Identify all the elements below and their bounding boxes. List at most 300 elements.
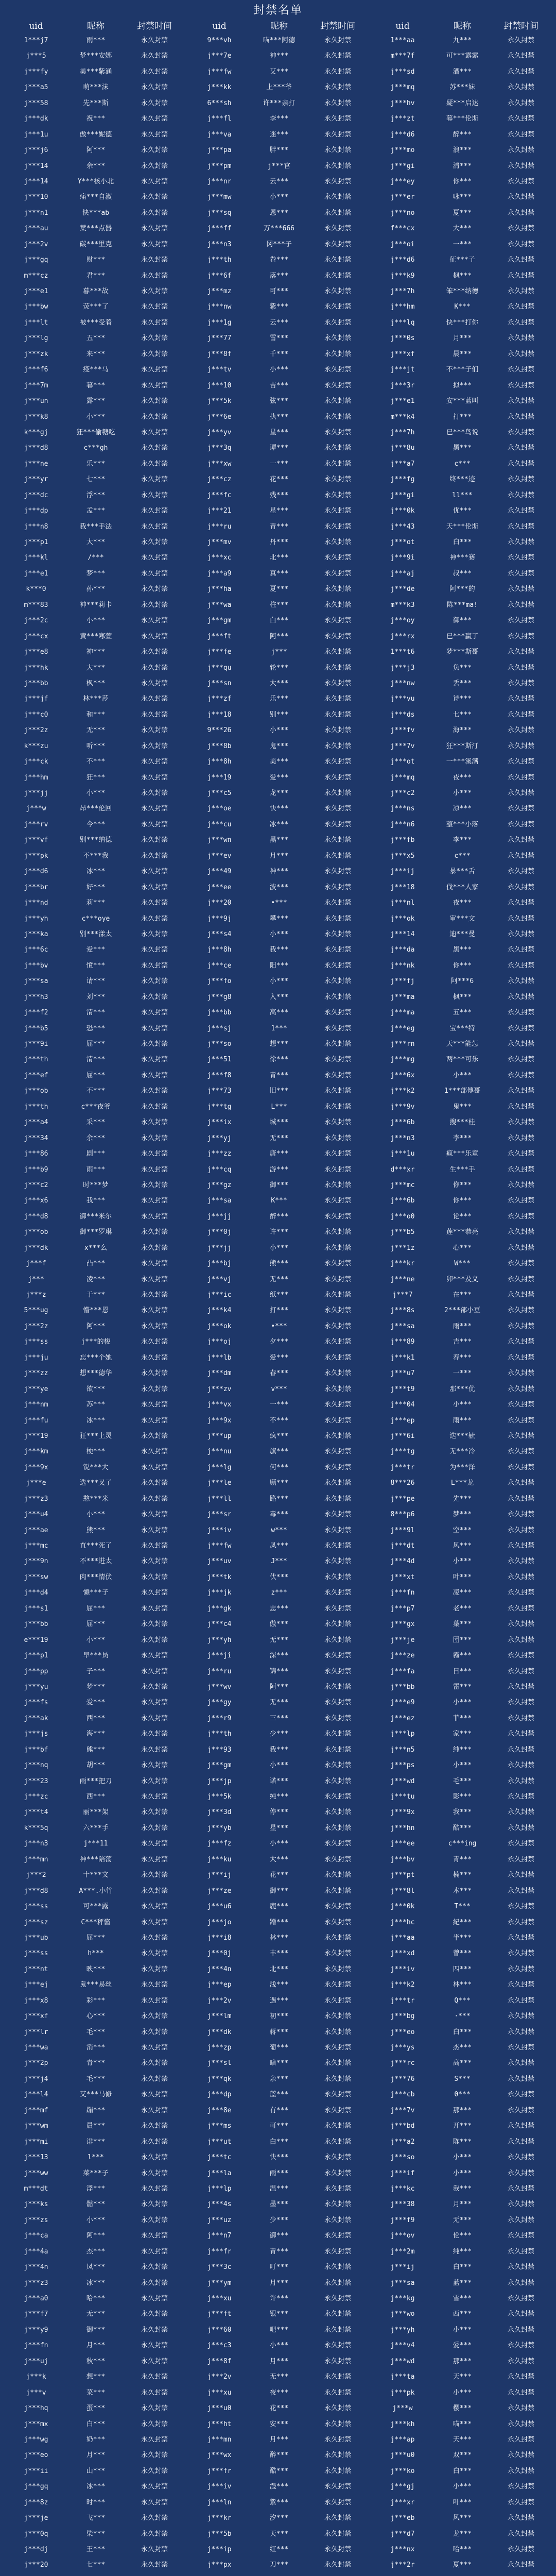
ban-time-cell: 永久封禁 [141, 2279, 168, 2287]
nickname-cell: 醉*** [269, 2451, 289, 2460]
uid-cell: j***7e [207, 52, 232, 60]
ban-time-cell: 永久封禁 [324, 601, 351, 609]
uid-cell: j***ck [24, 758, 48, 766]
uid-cell [187, 2573, 251, 2576]
uid-cell: j***x5 [390, 852, 415, 860]
uid-cell: j***nw [390, 679, 415, 687]
uid-cell: j***34 [24, 1134, 48, 1142]
nickname-cell: 御*** [269, 1181, 289, 1189]
uid-cell: j***k8 [24, 413, 48, 421]
table-row [371, 2385, 552, 2401]
ban-time-cell: 永久封禁 [324, 1589, 351, 1597]
uid-cell: j***ic [207, 1291, 232, 1299]
table-row [371, 786, 552, 801]
ban-time-cell: 永久封禁 [324, 2138, 351, 2146]
nickname-cell: 吉*** [453, 1338, 472, 1346]
uid-cell: j***gq [24, 2483, 48, 2491]
table-row [4, 1601, 185, 1617]
nickname-cell: 剧*** [86, 1150, 106, 1158]
ban-time-cell: 永久封禁 [324, 2357, 351, 2365]
ban-time-cell: 永久封禁 [324, 1871, 351, 1879]
uid-cell: j***zz [207, 1150, 232, 1158]
ban-time-cell: 永久封禁 [141, 2326, 168, 2334]
uid-cell: j***bb [390, 1683, 415, 1691]
table-row [371, 174, 552, 190]
uid-cell: j***so [390, 2154, 415, 2162]
table-row [187, 1083, 369, 1099]
nickname-cell: 无*** [453, 2216, 472, 2224]
uid-cell: j***0j [207, 1228, 232, 1236]
ban-time-cell: 永久封禁 [507, 2295, 534, 2302]
nickname-cell: 迷*** [269, 130, 289, 139]
table-row [371, 1476, 552, 1491]
nickname-cell: •*** [271, 1322, 287, 1330]
uid-cell: j***ok [390, 914, 415, 923]
ban-time-cell: 永久封禁 [324, 2373, 351, 2381]
ban-time-cell: 永久封禁 [507, 209, 534, 217]
uid-cell: j***up [207, 1432, 232, 1440]
uid-cell: j***n1 [24, 209, 48, 217]
table-row [4, 2323, 185, 2338]
nickname-cell: 小*** [269, 193, 289, 201]
ban-time-cell: 永久封禁 [324, 617, 351, 625]
table-row [4, 80, 185, 95]
uid-cell: j***xu [207, 2388, 232, 2397]
table-row [4, 2495, 185, 2511]
table-row [371, 1037, 552, 1052]
table-row [4, 1648, 185, 1664]
table-row [187, 1554, 369, 1569]
nickname-cell: 诗*** [453, 695, 472, 703]
table-row [371, 1899, 552, 1914]
uid-cell: j***ft [207, 632, 232, 640]
uid-cell: j***tr [390, 1463, 415, 1471]
nickname-cell: 1***部傳哥 [444, 1087, 481, 1095]
nickname-cell: 安*** [269, 2420, 289, 2428]
uid-cell: j***yv [207, 428, 232, 436]
nickname-cell: 优*** [453, 507, 472, 515]
table-row [187, 2134, 369, 2150]
ban-time-cell: 永久封禁 [141, 1103, 168, 1111]
ban-time-cell: 永久封禁 [324, 2059, 351, 2067]
table-row [4, 1821, 185, 1836]
table-row [371, 660, 552, 676]
table-row [4, 1633, 185, 1648]
nickname-cell: 我*** [453, 2184, 472, 2193]
table-row [4, 691, 185, 707]
ban-time-cell: 永久封禁 [324, 1228, 351, 1236]
nickname-cell: 墨*** [269, 2200, 289, 2209]
uid-cell: j***d4 [24, 1589, 48, 1597]
ban-time-cell: 永久封禁 [141, 2028, 168, 2036]
uid-cell: j***pe [390, 1495, 415, 1503]
nickname-cell: 温*** [269, 2184, 289, 2193]
uid-cell: j***vf [24, 836, 48, 844]
uid-cell: j***2z [24, 1322, 48, 1330]
uid-cell: j***hq [24, 2404, 48, 2413]
uid-cell: j***km [24, 1448, 48, 1456]
ban-time-cell: 永久封禁 [507, 914, 534, 923]
table-row [371, 849, 552, 864]
ban-time-cell: 永久封禁 [507, 2483, 534, 2491]
ban-time-cell: 永久封禁 [507, 1620, 534, 1629]
nickname-cell: 白*** [453, 538, 472, 546]
nickname-cell: 杰*** [453, 2044, 472, 2052]
uid-cell: j***gj [390, 2483, 415, 2491]
nickname-cell: 不***子们 [446, 366, 479, 374]
uid-cell: j***ka [24, 930, 48, 938]
ban-time-cell: 永久封禁 [141, 2169, 168, 2177]
table-row [4, 1241, 185, 1256]
uid-cell: j***ll [207, 1495, 232, 1503]
table-row [4, 1444, 185, 1460]
ban-time-cell: 永久封禁 [507, 1981, 534, 1989]
uid-cell: j***x6 [24, 1197, 48, 1205]
ban-time-cell: 永久封禁 [324, 99, 351, 107]
ban-time-cell: 永久封禁 [324, 303, 351, 311]
ban-time-cell: 永久封禁 [324, 413, 351, 421]
uid-cell: 9***26 [207, 726, 232, 735]
uid-cell: j***zf [207, 695, 232, 703]
uid-cell: k***0 [26, 585, 46, 594]
uid-header: uid [395, 21, 410, 31]
ban-time-cell: 永久封禁 [141, 507, 168, 515]
nickname-cell: 爱*** [86, 1699, 106, 1707]
uid-cell: j***u0 [390, 2451, 415, 2460]
ban-time-cell: 永久封禁 [507, 2263, 534, 2272]
table-row [187, 472, 369, 487]
ban-time-cell: 永久封禁 [324, 1557, 351, 1566]
ban-time-cell: 永久封禁 [324, 2154, 351, 2162]
uid-cell: f***cx [390, 225, 415, 233]
table-row [4, 519, 185, 535]
table-row [371, 1523, 552, 1538]
nickname-cell: 快***打你 [446, 318, 479, 327]
uid-cell: j***px [207, 2561, 232, 2569]
ban-time-cell: 永久封禁 [141, 1401, 168, 1409]
table-row [371, 96, 552, 111]
ban-time-cell: 永久封禁 [141, 256, 168, 264]
ban-time-cell: 永久封禁 [324, 2075, 351, 2083]
ban-time-cell: 永久封禁 [507, 1212, 534, 1221]
table-row [187, 2354, 369, 2369]
ban-time-cell: 永久封禁 [507, 2200, 534, 2209]
ban-time-cell: 永久封禁 [141, 585, 168, 594]
table-row [187, 2401, 369, 2416]
table-row [371, 1366, 552, 1381]
uid-cell: j***dj [24, 2546, 48, 2553]
nickname-cell: 酷*** [453, 1824, 472, 1832]
table-row [371, 1193, 552, 1209]
nickname-cell: 锦*** [269, 1667, 289, 1675]
nickname-cell: 梦***斯哥 [446, 648, 479, 656]
ban-time-cell: 永久封禁 [507, 272, 534, 280]
ban-time-cell: 永久封禁 [507, 1353, 534, 1362]
uid-cell: j***fa [390, 1667, 415, 1675]
ban-time-cell: 永久封禁 [507, 1024, 534, 1032]
ban-time-cell: 永久封禁 [324, 1291, 351, 1299]
ban-time-cell: 永久封禁 [324, 1463, 351, 1471]
table-row [371, 64, 552, 80]
table-row [371, 1585, 552, 1601]
uid-cell: j***7h [390, 287, 415, 295]
ban-time-cell: 永久封禁 [324, 2310, 351, 2318]
table-row [187, 1884, 369, 1899]
nickname-cell: 春*** [453, 1353, 472, 1362]
ban-time-cell: 永久封禁 [141, 1385, 168, 1393]
table-row [371, 707, 552, 723]
ban-time-cell: 永久封禁 [507, 1150, 534, 1158]
table-row [4, 2479, 185, 2495]
ban-time-cell: 永久封禁 [141, 2059, 168, 2067]
ban-time-cell: 永久封禁 [324, 1745, 351, 1754]
uid-cell: j***iv [207, 2483, 232, 2491]
nickname-cell: 天*** [453, 2373, 472, 2381]
table-row [4, 895, 185, 911]
table-row [371, 2291, 552, 2307]
ban-time-cell: 永久封禁 [507, 1965, 534, 1973]
nickname-cell: 傲***妮德 [79, 130, 112, 139]
nickname-cell: 恐*** [86, 1024, 106, 1032]
table-row [187, 1287, 369, 1303]
nickname-cell: 汐*** [269, 2514, 289, 2522]
table-row [187, 64, 369, 80]
uid-cell: j***j6 [24, 146, 48, 155]
table-row [371, 582, 552, 597]
ban-time-cell: 永久封禁 [324, 538, 351, 546]
ban-time-cell: 永久封禁 [324, 491, 351, 499]
uid-cell: j***ma [390, 993, 415, 1001]
table-row [4, 1946, 185, 1961]
nickname-cell: 醉*** [269, 1212, 289, 1221]
table-row [187, 1962, 369, 1977]
table-row [4, 1899, 185, 1914]
ban-time-cell: 永久封禁 [507, 1165, 534, 1174]
ban-time-cell: 永久封禁 [507, 491, 534, 499]
ban-time-cell: 永久封禁 [507, 2326, 534, 2334]
ban-time-cell: 永久封禁 [141, 1448, 168, 1456]
nickname-cell: 冰*** [86, 2279, 106, 2287]
uid-cell: j***ne [390, 1275, 415, 1283]
uid-cell: j***ff [207, 225, 232, 233]
table-row [371, 1805, 552, 1820]
nickname-cell: 想***德华 [79, 1369, 112, 1378]
table-row [187, 2056, 369, 2071]
table-row [4, 1005, 185, 1021]
uid-cell: j***ot [390, 758, 415, 766]
nickname-cell: 小*** [453, 2154, 472, 2162]
ban-time-cell [124, 2573, 185, 2576]
ban-time-cell: 永久封禁 [507, 1087, 534, 1095]
nickname-cell: 蓝*** [453, 2279, 472, 2287]
nickname-cell: 高*** [453, 2059, 472, 2067]
table-row [4, 550, 185, 566]
table-row [371, 111, 552, 127]
uid-cell: j***d8 [24, 1887, 48, 1895]
uid-cell: j***fj [390, 977, 415, 986]
uid-cell: j***t4 [24, 1808, 48, 1817]
nickname-cell: 大*** [86, 538, 106, 546]
ban-time-cell: 永久封禁 [141, 1244, 168, 1252]
uid-cell: j***yj [207, 1134, 232, 1142]
uid-cell: j***7 [392, 1291, 413, 1299]
nickname-cell: 于*** [86, 1291, 106, 1299]
ban-time-cell: 永久封禁 [507, 99, 534, 107]
ban-time-cell: 永久封禁 [507, 397, 534, 405]
uid-cell: j***fo [207, 977, 232, 986]
ban-time-cell: 永久封禁 [141, 1652, 168, 1660]
ban-list-block-2 [187, 20, 369, 2576]
ban-time-cell: 永久封禁 [507, 726, 534, 735]
nickname-cell: 屈*** [86, 1071, 106, 1079]
table-row [187, 786, 369, 801]
nickname-cell: 御*** [453, 617, 472, 625]
ban-time-cell: 永久封禁 [141, 1118, 168, 1127]
table-row [371, 2009, 552, 2024]
nickname-cell: 星*** [269, 1824, 289, 1832]
ban-time-cell: 永久封禁 [141, 1871, 168, 1879]
table-row [4, 96, 185, 111]
nickname-cell: 小*** [86, 789, 106, 797]
uid-cell: j***ft [207, 2310, 232, 2318]
ban-time-cell: 永久封禁 [507, 1009, 534, 1017]
ban-list-columns [4, 20, 552, 2576]
uid-cell: j***ps [390, 1761, 415, 1770]
ban-time-cell: 永久封禁 [507, 225, 534, 233]
table-row [371, 817, 552, 833]
nickname-cell: 先*** [453, 1495, 472, 1503]
table-row [187, 284, 369, 299]
nickname-cell: 无*** [86, 726, 106, 735]
uid-cell: j***3c [207, 2263, 232, 2272]
uid-cell: j***va [207, 130, 232, 139]
ban-time-cell: 永久封禁 [507, 805, 534, 813]
ban-time-cell: 永久封禁 [507, 1071, 534, 1079]
ban-time-cell: 永久封禁 [324, 1369, 351, 1378]
uid-cell: j***jj [207, 1244, 232, 1252]
uid-cell: j***kh [390, 2420, 415, 2428]
nickname-cell: 小*** [453, 2388, 472, 2397]
uid-cell: j***1u [24, 130, 48, 139]
nickname-cell: J*** [271, 1557, 287, 1566]
nickname-cell: 凤*** [86, 2263, 106, 2272]
uid-cell: j***z3 [24, 1495, 48, 1503]
nickname-cell: 小*** [86, 1511, 106, 1519]
nickname-cell: w*** [271, 1526, 287, 1534]
table-row [187, 2025, 369, 2040]
table-row [4, 1225, 185, 1240]
ban-time-cell: 永久封禁 [141, 1134, 168, 1142]
ban-time-cell: 永久封禁 [324, 695, 351, 703]
uid-cell: m***7f [390, 52, 415, 60]
ban-time-cell: 永久封禁 [141, 1589, 168, 1597]
nickname-cell: 小*** [86, 413, 106, 421]
table-row [187, 362, 369, 378]
table-row [187, 2276, 369, 2291]
uid-cell: j***9l [390, 1526, 415, 1534]
ban-time-cell: 永久封禁 [141, 1808, 168, 1817]
ban-time-cell: 永久封禁 [324, 2451, 351, 2460]
table-row [187, 1021, 369, 1037]
table-row [187, 33, 369, 48]
table-row [371, 2228, 552, 2244]
table-row [187, 2323, 369, 2338]
uid-cell: j***l4 [24, 2091, 48, 2099]
ban-time-cell: 永久封禁 [324, 460, 351, 468]
table-row [4, 1617, 185, 1632]
nickname-cell: 你*** [453, 961, 472, 970]
table-row [187, 1413, 369, 1429]
table-row [371, 1774, 552, 1789]
uid-cell: j***lg [24, 334, 48, 343]
nickname-cell: 月*** [453, 2200, 472, 2209]
nickname-cell: 鬼***易丝 [79, 1981, 112, 1989]
uid-cell: j***e1 [24, 287, 48, 295]
uid-cell: j***iv [207, 1526, 232, 1534]
uid-cell: m***83 [24, 601, 48, 609]
table-row [371, 1836, 552, 1852]
table-row [187, 1633, 369, 1648]
uid-cell: j***r9 [207, 1714, 232, 1722]
nickname-cell: x***么 [84, 1244, 108, 1252]
table-row [4, 1884, 185, 1899]
ban-time-cell: 永久封禁 [507, 1996, 534, 2005]
uid-cell: j***yr [24, 476, 48, 484]
table-row [187, 1789, 369, 1805]
ban-time-cell: 永久封禁 [141, 726, 168, 735]
table-row [4, 410, 185, 425]
nickname-cell: 伦*** [453, 2232, 472, 2240]
nickname-cell: 懵***恩 [83, 1307, 109, 1315]
table-row [4, 1209, 185, 1225]
table-row [371, 2448, 552, 2463]
uid-cell: j***ot [390, 538, 415, 546]
table-row [187, 111, 369, 127]
ban-time-cell: 永久封禁 [507, 1855, 534, 1863]
nickname-cell: 狂*** [86, 773, 106, 782]
nickname-cell: 凤*** [269, 1542, 289, 1550]
table-row [4, 347, 185, 362]
ban-time-cell: 永久封禁 [141, 1981, 168, 1989]
uid-cell: j***d6 [390, 130, 415, 139]
nickname-cell: 葉*** [453, 1620, 472, 1629]
ban-time-cell: 永久封禁 [324, 1212, 351, 1221]
nickname-cell: 晨*** [86, 2122, 106, 2130]
table-row [187, 2040, 369, 2056]
ban-time-cell: 永久封禁 [141, 1511, 168, 1519]
ban-time-cell: 永久封禁 [141, 67, 168, 76]
ban-time-cell: 永久封禁 [324, 240, 351, 248]
ban-time-cell: 永久封禁 [507, 930, 534, 938]
ban-time-cell: 永久封禁 [324, 1197, 351, 1205]
uid-cell: m***dt [24, 2184, 48, 2193]
ban-time-cell: 永久封禁 [324, 742, 351, 750]
table-row [187, 347, 369, 362]
ban-time-cell: 永久封禁 [141, 2122, 168, 2130]
uid-cell: j***9i [24, 1040, 48, 1048]
nickname-cell: ·*** [454, 2012, 471, 2021]
ban-time-cell: 永久封禁 [324, 2546, 351, 2553]
table-row [371, 1146, 552, 1162]
nickname-cell: 我*** [269, 1745, 289, 1754]
ban-time-cell: 永久封禁 [324, 507, 351, 515]
uid-cell [4, 2573, 68, 2576]
nickname-cell: 醉*** [453, 130, 472, 139]
nickname-cell: 雨*** [86, 37, 106, 44]
nickname-cell: 论*** [453, 1212, 472, 1221]
table-row [187, 958, 369, 974]
uid-cell: j***93 [207, 1745, 232, 1754]
